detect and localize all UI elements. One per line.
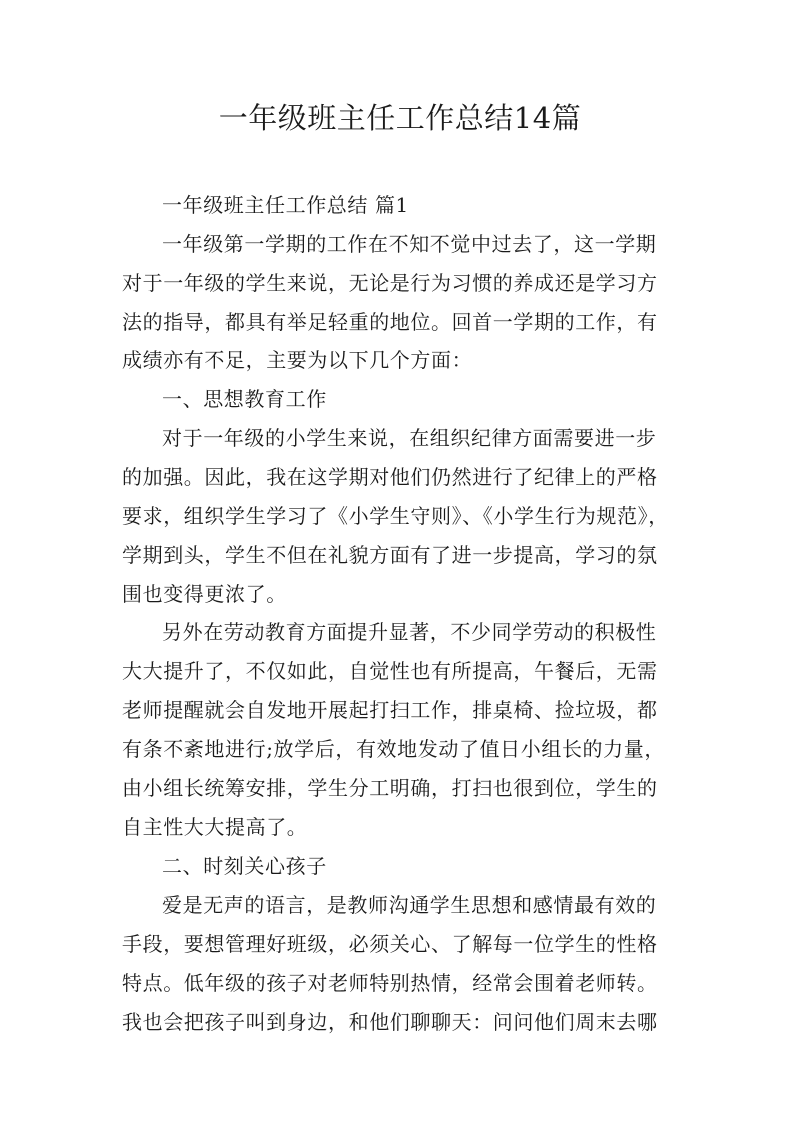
paragraph-line: 爱是无声的语言，是教师沟通学生思想和感情最有效的 bbox=[162, 893, 657, 917]
section-heading: 二、时刻关心孩子 bbox=[162, 854, 327, 878]
paragraph-line: 自主性大大提高了。 bbox=[122, 815, 308, 839]
paragraph-line: 的加强。因此，我在这学期对他们仍然进行了纪律上的严格 bbox=[122, 465, 658, 489]
paragraph-line: 围也变得更浓了。 bbox=[122, 582, 287, 606]
paragraph-line: 大大提升了，不仅如此，自觉性也有所提高，午餐后，无需 bbox=[122, 659, 658, 683]
document-title: 一年级班主任工作总结14篇 bbox=[218, 101, 582, 135]
paragraph-line: 由小组长统筹安排，学生分工明确，打扫也很到位，学生的 bbox=[122, 776, 658, 800]
paragraph-line: 成绩亦有不足，主要为以下几个方面： bbox=[122, 348, 473, 372]
paragraph-line: 我也会把孩子叫到身边，和他们聊聊天：问问他们周末去哪 bbox=[122, 1010, 658, 1034]
paragraph-line: 要求，组织学生学习了《小学生守则》、《小学生行为规范》， bbox=[122, 504, 669, 528]
paragraph-line: 对于一年级的学生来说，无论是行为习惯的养成还是学习方 bbox=[122, 271, 658, 295]
paragraph-line: 老师提醒就会自发地开展起打扫工作，排桌椅、捡垃圾，都 bbox=[122, 698, 658, 722]
paragraph-line: 对于一年级的小学生来说，在组织纪律方面需要进一步 bbox=[162, 426, 657, 450]
paragraph-line: 有条不紊地进行;放学后，有效地发动了值日小组长的力量， bbox=[122, 737, 665, 761]
paragraph-line: 学期到头，学生不但在礼貌方面有了进一步提高，学习的氛 bbox=[122, 543, 658, 567]
paragraph-line: 特点。低年级的孩子对老师特别热情，经常会围着老师转。 bbox=[122, 971, 658, 995]
paragraph-line: 手段，要想管理好班级，必须关心、了解每一位学生的性格 bbox=[122, 932, 658, 956]
paragraph-line: 法的指导，都具有举足轻重的地位。回首一学期的工作，有 bbox=[122, 310, 658, 334]
section-heading: 一、思想教育工作 bbox=[162, 387, 327, 411]
paragraph-line: 另外在劳动教育方面提升显著，不少同学劳动的积极性 bbox=[162, 620, 657, 644]
paragraph-line: 一年级第一学期的工作在不知不觉中过去了，这一学期 bbox=[162, 232, 657, 256]
section-heading: 一年级班主任工作总结 篇1 bbox=[162, 193, 409, 217]
